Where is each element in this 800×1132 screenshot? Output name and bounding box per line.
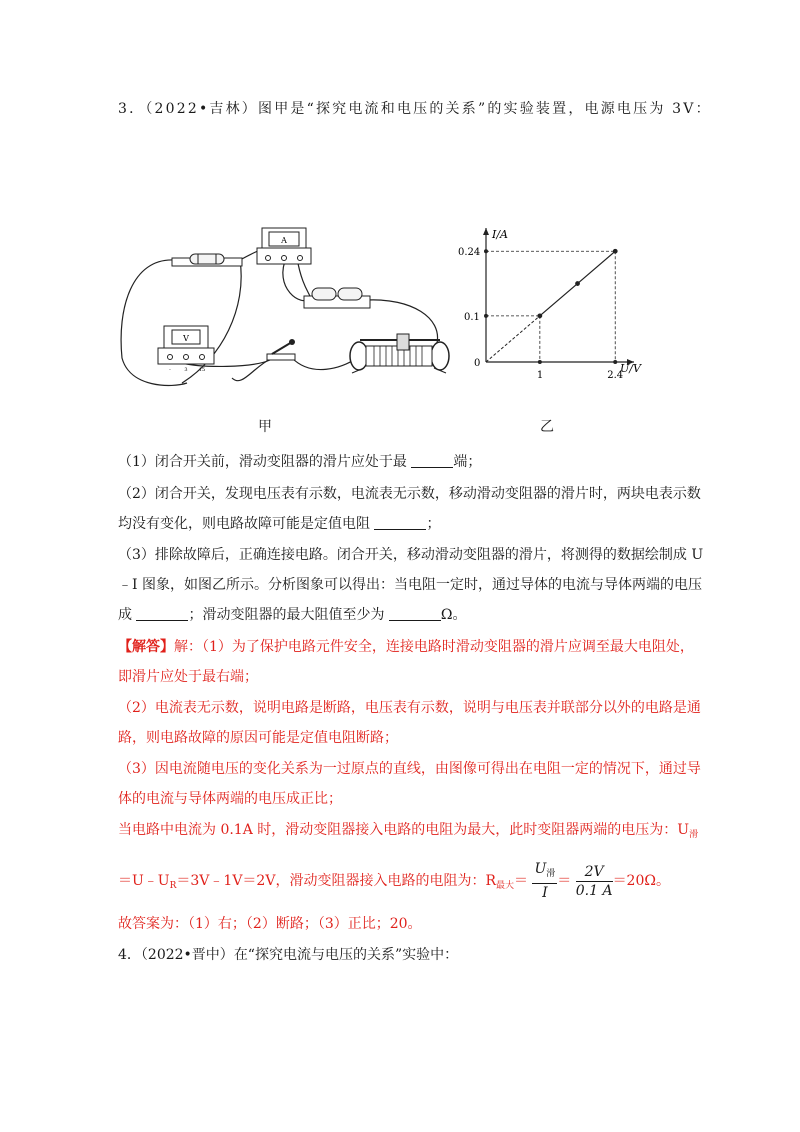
sub-question-3-cont2: [118, 605, 467, 625]
y-tick-label: 0.1: [464, 311, 480, 323]
answer-blank[interactable]: [389, 606, 441, 621]
x-tick-label: 1: [536, 370, 544, 381]
caption-jia: 甲: [258, 419, 272, 435]
denominator: I: [542, 885, 548, 901]
sub-question-text: Ω。: [440, 607, 467, 623]
x-axis-label: U/V: [620, 362, 641, 375]
answer-line-7: [118, 820, 698, 845]
voltmeter-terminal-label: 3: [184, 367, 188, 373]
answer-line-3: （2）电流表无示数，说明电路是断路，电压表有示数，说明与电压表并联部分以外的电路是通: [118, 700, 701, 716]
question-stem: 在“探究电流与电压的关系”实验中：: [233, 947, 459, 963]
question-number: 3．: [118, 101, 146, 117]
origin-label: 0: [474, 358, 481, 369]
answer-line-2: 即滑片应处于最右端；: [118, 669, 258, 685]
voltmeter-terminal-label: 15: [198, 367, 206, 373]
switch: [267, 339, 295, 360]
answer-line-5: （3）因电流随电压的变化关系为一过原点的直线，由图像可得出在电阻一定的情况下，通过导: [118, 761, 701, 777]
data-point: [613, 249, 618, 254]
sub-question-text: 端；: [453, 454, 482, 470]
caption-yi: 乙: [540, 419, 554, 435]
ammeter-label: A: [281, 236, 287, 245]
voltmeter-label: V: [183, 334, 189, 343]
numerator: U: [534, 861, 547, 877]
answer-text: ＝U﹣U: [118, 873, 170, 889]
fixed-resistor: [172, 254, 242, 266]
answer-text: ＝20Ω。: [612, 873, 670, 889]
answer-blank[interactable]: [411, 453, 453, 468]
sliding-rheostat: [350, 334, 449, 373]
wire: [292, 358, 357, 370]
sub-question-text: （1）闭合开关前，滑动变阻器的滑片应处于最: [118, 454, 407, 470]
numerator: 2V: [576, 863, 613, 882]
sub-question-text: ；: [426, 516, 441, 532]
y-axis-arrow: [483, 228, 489, 235]
sub-question-2: （2）闭合开关，发现电压表有示数，电流表无示数，移动滑动变阻器的滑片时，两块电表示数: [118, 486, 701, 502]
answer-text: ＝: [514, 873, 528, 889]
y-tick-dot: [484, 314, 488, 318]
ammeter: [257, 228, 311, 264]
final-answer: 故答案为：（1）右；（2）断路；（3）正比；20。: [118, 916, 422, 932]
circuit-apparatus-figure: [112, 218, 462, 393]
series-line-extrapolated: [486, 316, 540, 362]
question-source: （2022•吉林）: [145, 101, 258, 117]
data-point: [537, 313, 542, 318]
x-tick-label: 2.4: [607, 370, 624, 381]
answer-text: 解：（1）为了保护电路元件安全，连接电路时滑动变阻器的滑片应调至最大电阻处，: [174, 639, 694, 655]
fraction-u-over-i: [532, 860, 557, 902]
answer-text: ＝3V﹣1V＝2V，滑动变阻器接入电路的电阻为：R: [176, 873, 496, 889]
y-tick-dot: [484, 249, 488, 253]
question-3-header: [118, 98, 712, 118]
voltmeter-terminal-label: -: [169, 367, 171, 373]
question-number: 4．: [118, 947, 141, 963]
sub-question-3: （3）排除故障后，正确连接电路。闭合开关，移动滑动变阻器的滑片，将测得的数据绘制成 U: [118, 547, 704, 563]
subscript: 最大: [495, 881, 514, 891]
answer-text: 当电路中电流为 0.1A 时，滑动变阻器接入电路的电阻为最大，此时变阻器两端的电压为：U: [118, 822, 690, 838]
battery: [304, 288, 370, 308]
subscript: R: [169, 881, 177, 891]
fraction-2v-over-01a: [576, 863, 613, 900]
x-tick-dot: [538, 360, 542, 364]
answer-text: ＝: [557, 873, 572, 889]
answer-line-6: 体的电流与导体两端的电压成正比；: [118, 791, 342, 807]
sub-question-1: [118, 452, 481, 472]
x-tick-dot: [613, 360, 617, 364]
question-source: （2022•晋中）: [140, 947, 234, 963]
answer-line-4: 路，则电路故障的原因可能是定值电阻断路；: [118, 730, 398, 746]
y-axis-label: I/A: [492, 228, 508, 241]
answer-line-1: [118, 637, 694, 657]
data-point: [575, 281, 580, 286]
sub-question-2-cont: [118, 514, 440, 534]
question-4-header: [118, 945, 458, 965]
sub-question-text: 均没有变化，则电路故障可能是定值电阻: [118, 516, 370, 532]
answer-blank[interactable]: [374, 515, 426, 530]
answer-blank[interactable]: [136, 606, 188, 621]
wire: [121, 260, 187, 386]
answer-line-8: [118, 860, 670, 902]
denominator: 0.1 A: [575, 882, 613, 899]
question-stem: 图甲是“探究电流和电压的关系”的实验装置，电源电压为 3V：: [258, 101, 712, 117]
sub-question-text: 成: [118, 607, 132, 623]
sub-question-text: ；滑动变阻器的最大阻值至少为: [188, 607, 385, 623]
subscript: 滑: [689, 830, 699, 840]
y-tick-label: 0.24: [458, 247, 481, 259]
subscript: 滑: [546, 869, 556, 879]
sub-question-3-cont: ﹣I 图象，如图乙所示。分析图象可以得出：当电阻一定时，通过导体的电流与导体两端的电压: [118, 577, 702, 593]
answer-tag: 【解答】: [118, 639, 174, 655]
iu-graph: [458, 228, 648, 388]
